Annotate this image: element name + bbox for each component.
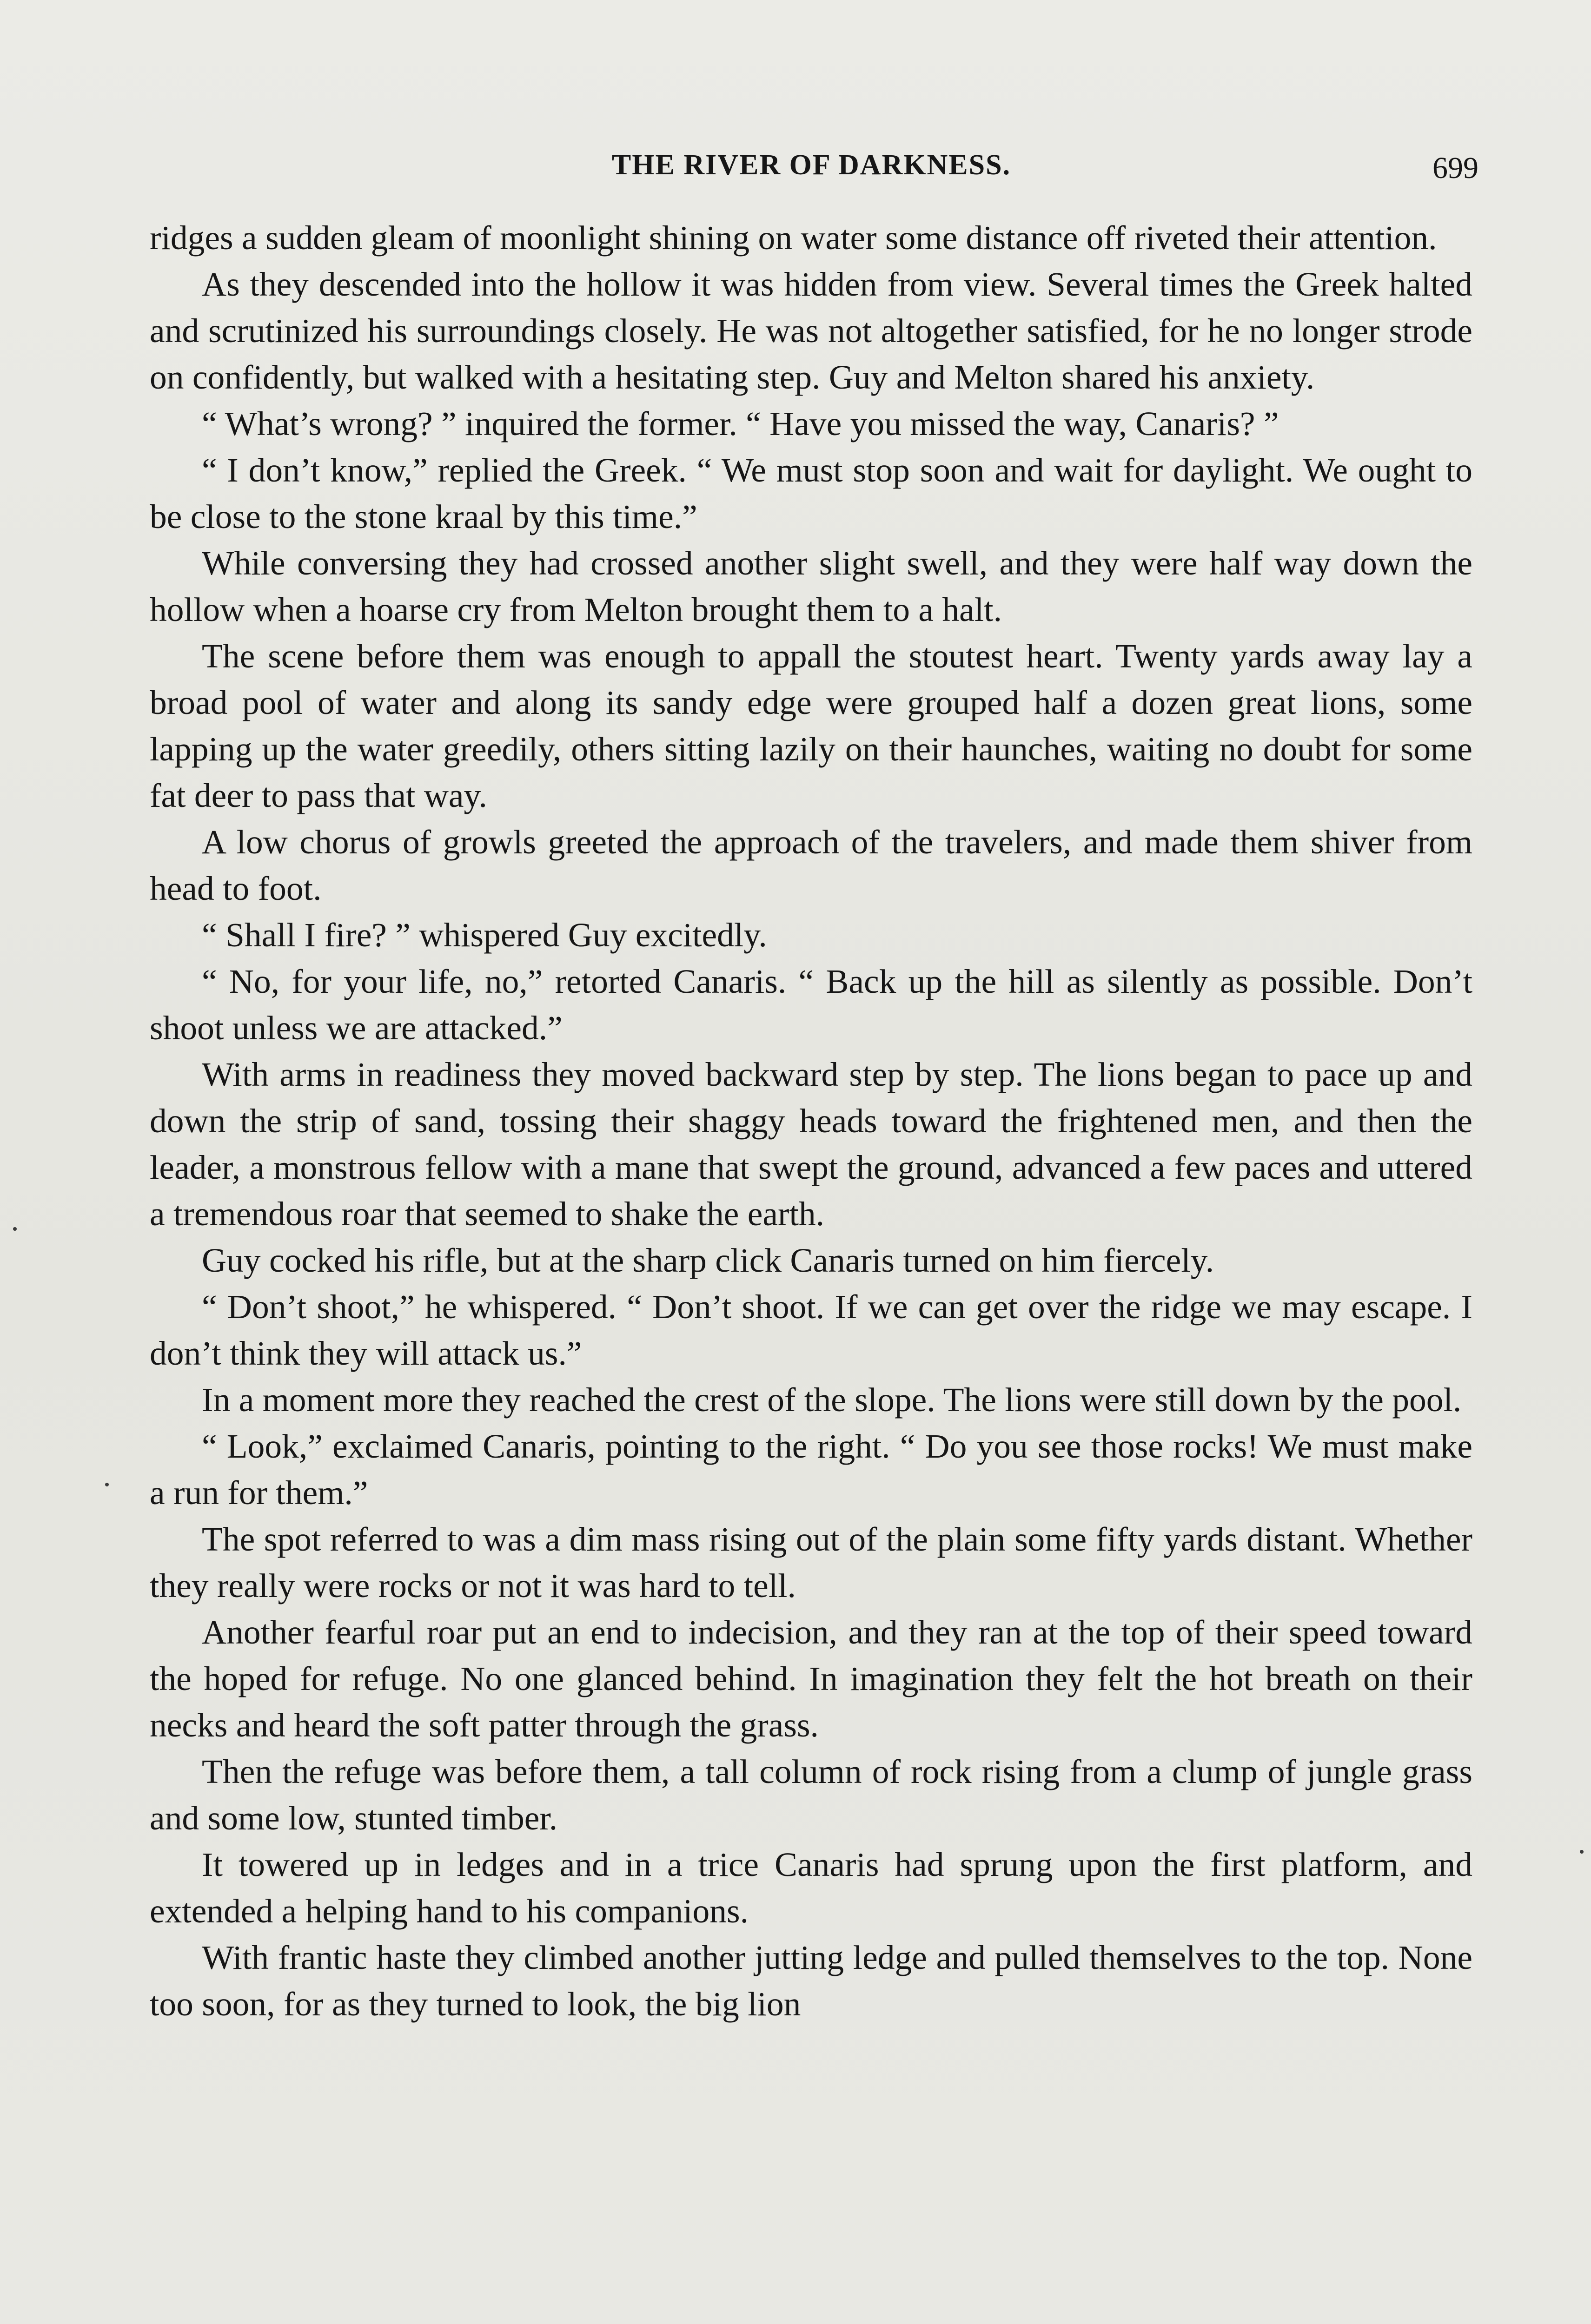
paragraph: Guy cocked his rifle, but at the sharp click Canaris turned on him fiercely. bbox=[202, 1241, 1214, 1279]
paragraph: With arms in readiness they moved backward step by step. The lions began to pace up and down the strip of sand, tossing their shaggy heads toward the frightened men, and then the leader, a monstrous fellow with a mane that swept the ground, advanced a few paces and uttered a tremendous roar that seemed to shake the earth. bbox=[150, 1056, 1472, 1233]
paragraph: “ No, for your life, no,” retorted Canaris. “ Back up the hill as silently as possible. Don’t shoot unless we are attacked.” bbox=[150, 963, 1472, 1047]
paragraph: “ I don’t know,” replied the Greek. “ We must stop soon and wait for daylight. We ought to be close to the stone kraal by this time.” bbox=[150, 451, 1472, 535]
page-number: 699 bbox=[1432, 151, 1478, 185]
paragraph: The scene before them was enough to appall the stoutest heart. Twenty yards away lay a broad pool of water and along its sandy edge were grouped half a dozen great lions, some lapping up the water greedily, others sitting lazily on their haunches, waiting no doubt for some fat deer to pass that way. bbox=[150, 637, 1472, 814]
paragraph: With frantic haste they climbed another jutting ledge and pulled themselves to the top. None too soon, for as they turned to look, the big lion bbox=[150, 1939, 1472, 2023]
paragraph: The spot referred to was a dim mass rising out of the plain some fifty yards distant. Whether they really were rocks or not it was hard to tell. bbox=[150, 1520, 1472, 1604]
body-text bbox=[150, 215, 1472, 2027]
paragraph: Another fearful roar put an end to indecision, and they ran at the top of their speed toward the hoped for refuge. No one glanced behind. In imagination they felt the hot breath on their necks and heard the soft patter through the grass. bbox=[150, 1613, 1472, 1744]
paragraph: It towered up in ledges and in a trice Canaris had sprung upon the first platform, and extended a helping hand to his companions. bbox=[150, 1846, 1472, 1930]
paragraph: “ Shall I fire? ” whispered Guy excitedly. bbox=[202, 916, 767, 954]
print-speck bbox=[1580, 1850, 1584, 1854]
paragraph: “ Look,” exclaimed Canaris, pointing to the right. “ Do you see those rocks! We must make a run for them.” bbox=[150, 1427, 1472, 1512]
paragraph: “ Don’t shoot,” he whispered. “ Don’t shoot. If we can get over the ridge we may escape. I don’t think they will attack us.” bbox=[150, 1288, 1472, 1372]
running-title: THE RIVER OF DARKNESS. bbox=[611, 149, 1011, 181]
paragraph: ridges a sudden gleam of moonlight shining on water some distance off riveted their attention. bbox=[150, 219, 1437, 257]
print-speck bbox=[105, 1483, 109, 1486]
running-head bbox=[149, 139, 1478, 191]
print-speck bbox=[13, 1227, 17, 1231]
paragraph: In a moment more they reached the crest of the slope. The lions were still down by the pool. bbox=[202, 1381, 1462, 1419]
paragraph: “ What’s wrong? ” inquired the former. “ Have you missed the way, Canaris? ” bbox=[202, 405, 1279, 442]
paragraph: As they descended into the hollow it was hidden from view. Several times the Greek halted and scrutinized his surroundings closely. He was not altogether satisfied, for he no longer strode on confidently, but walked with a hesitating step. Guy and Melton shared his anxiety. bbox=[150, 265, 1472, 396]
paragraph: A low chorus of growls greeted the approach of the travelers, and made them shiver from head to foot. bbox=[150, 823, 1472, 907]
paragraph: While conversing they had crossed another slight swell, and they were half way down the hollow when a hoarse cry from Melton brought them to a halt. bbox=[150, 544, 1472, 628]
paragraph: Then the refuge was before them, a tall column of rock rising from a clump of jungle grass and some low, stunted timber. bbox=[150, 1753, 1472, 1837]
